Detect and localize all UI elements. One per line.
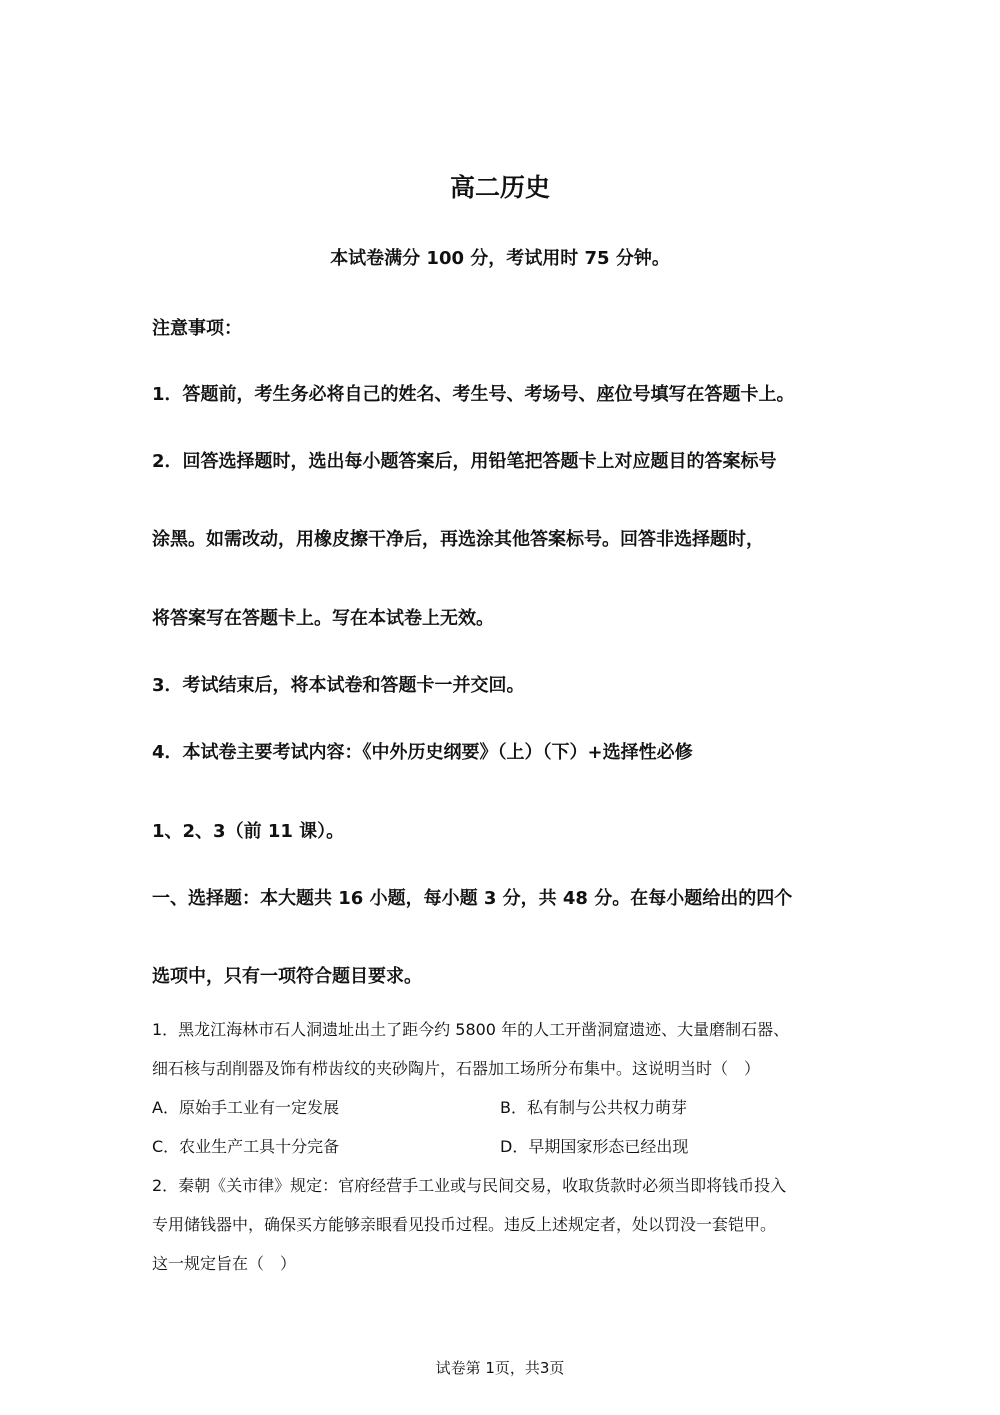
notice-item-2-line-3: 将答案写在答题卡上。写在本试卷上无效。 <box>152 608 494 629</box>
question-1-line-2: 细石核与刮削器及饰有栉齿纹的夹砂陶片，石器加工场所分布集中。这说明当时（ ） <box>152 1059 761 1078</box>
question-1-option-c: C．农业生产工具十分完备 <box>152 1137 340 1156</box>
question-1-option-d: D．早期国家形态已经出现 <box>500 1137 689 1156</box>
question-2-line-3: 这一规定旨在（ ） <box>152 1254 297 1273</box>
section-1-heading-line-2: 选项中，只有一项符合题目要求。 <box>152 966 422 987</box>
question-1-option-b: B．私有制与公共权力萌芽 <box>500 1098 687 1117</box>
exam-info: 本试卷满分 100 分，考试用时 75 分钟。 <box>330 248 670 269</box>
question-1-line-1: 1．黑龙江海林市石人洞遗址出土了距今约 5800 年的人工开凿洞窟遗迹、大量磨制石器、 <box>152 1020 790 1039</box>
notice-heading: 注意事项： <box>152 318 242 339</box>
notice-item-2-line-2: 涂黑。如需改动，用橡皮擦干净后，再选涂其他答案标号。回答非选择题时， <box>152 529 764 550</box>
question-2-line-1: 2．秦朝《关市律》规定：官府经营手工业或与民间交易，收取货款时必须当即将钱币投入 <box>152 1176 787 1195</box>
question-2-line-2: 专用储钱器中，确保买方能够亲眼看见投币过程。违反上述规定者，处以罚没一套铠甲。 <box>152 1215 777 1234</box>
notice-item-2-line-1: 2．回答选择题时，选出每小题答案后，用铅笔把答题卡上对应题目的答案标号 <box>152 451 777 472</box>
notice-item-3: 3．考试结束后，将本试卷和答题卡一并交回。 <box>152 675 525 696</box>
question-1-option-a: A．原始手工业有一定发展 <box>152 1098 339 1117</box>
page-footer: 试卷第 1页，共3页 <box>435 1359 565 1377</box>
page-title: 高二历史 <box>449 173 550 202</box>
notice-item-4-line-2: 1、2、3（前 11 课）。 <box>152 821 345 842</box>
section-1-heading-line-1: 一、选择题：本大题共 16 小题，每小题 3 分，共 48 分。在每小题给出的四个 <box>152 888 793 909</box>
notice-item-1: 1．答题前，考生务必将自己的姓名、考生号、考场号、座位号填写在答题卡上。 <box>152 384 795 405</box>
notice-item-4-line-1: 4．本试卷主要考试内容：《中外历史纲要》（上）（下）+选择性必修 <box>152 742 693 763</box>
